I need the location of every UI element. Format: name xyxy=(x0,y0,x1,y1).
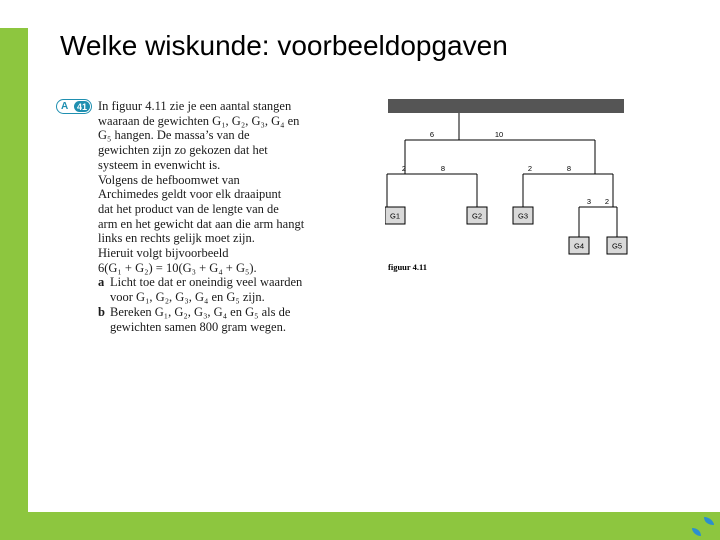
arm-label: 2 xyxy=(527,164,533,173)
exercise-line: dat het product van de lengte van de xyxy=(98,201,279,216)
left-accent-bar xyxy=(0,28,28,540)
exercise-part-text: Bereken G₁, G₂, G₃, G₄ en G₅ als de xyxy=(110,304,291,319)
arm-label: 8 xyxy=(566,164,572,173)
weight-label: G2 xyxy=(471,211,483,221)
weight-label: G4 xyxy=(573,241,585,251)
exercise-text xyxy=(98,99,348,334)
exercise-line: In figuur 4.11 zie je een aantal stangen xyxy=(98,99,292,113)
exercise-part-text: gewichten samen 800 gram wegen. xyxy=(110,319,286,334)
exercise-line: G₅ hangen. De massa’s van de xyxy=(98,128,250,143)
bottom-accent-bar xyxy=(28,512,720,540)
ceiling-bar xyxy=(388,99,624,113)
exercise-part-text: Licht toe dat er oneindig veel waarden xyxy=(110,275,303,290)
exercise-part-b xyxy=(98,305,348,320)
arm-label: 10 xyxy=(494,130,504,139)
arm-label: 6 xyxy=(429,130,435,139)
exercise-line: gewichten zijn zo gekozen dat het xyxy=(98,143,268,158)
weight-label: G5 xyxy=(611,241,623,251)
exercise-line: Hieruit volgt bijvoorbeeld xyxy=(98,246,229,261)
lever-figure xyxy=(385,96,630,276)
figure-caption: figuur 4.11 xyxy=(388,262,428,272)
weight-label: G1 xyxy=(389,211,401,221)
exercise-line: Archimedes geldt voor elk draaipunt xyxy=(98,187,282,202)
weight-label: G3 xyxy=(517,211,529,221)
arm-label: 3 xyxy=(586,197,592,206)
leaf-logo-icon xyxy=(690,514,716,538)
exercise-part-a xyxy=(98,275,348,290)
arm-label: 8 xyxy=(440,164,446,173)
arm-label: 2 xyxy=(401,164,407,173)
exercise-line: waaraan de gewichten G₁, G₂, G₃, G₄ en xyxy=(98,113,300,128)
exercise-line: 6(G₁ + G₂) = 10(G₃ + G₄ + G₅). xyxy=(98,260,257,275)
slide-title: Welke wiskunde: voorbeeldopgaven xyxy=(60,30,508,61)
exercise-part-text: voor G₁, G₂, G₃, G₄ en G₅ zijn. xyxy=(110,290,265,305)
arm-label: 2 xyxy=(604,197,610,206)
exercise-badge xyxy=(56,99,92,114)
exercise-line: links en rechts gelijk moet zijn. xyxy=(98,231,255,246)
exercise-line: Volgens de hefboomwet van xyxy=(98,172,240,187)
exercise-line: systeem in evenwicht is. xyxy=(98,157,221,172)
exercise-badge-number: 41 xyxy=(74,101,90,112)
exercise-line: arm en het gewicht dat aan die arm hangt xyxy=(98,216,305,231)
exercise-badge-letter: A xyxy=(61,101,69,112)
exercise-part-letter: b xyxy=(98,304,105,319)
exercise-part-letter: a xyxy=(98,275,105,290)
